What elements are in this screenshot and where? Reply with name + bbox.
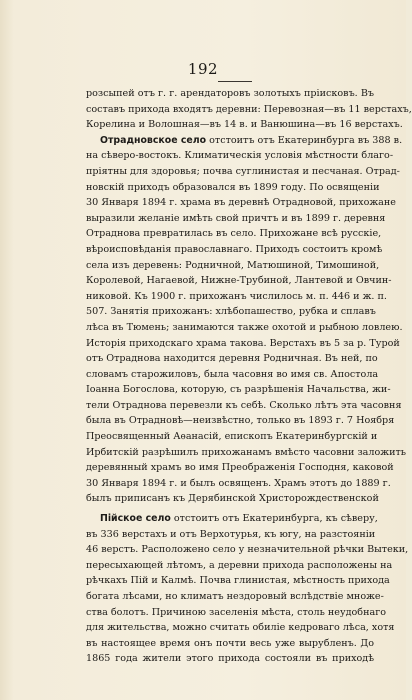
text-line: ства болотъ. Причиною заселенія мѣста, столь неудобнаго [86,606,386,618]
text-line: Іоанна Богослова, которую, съ разрѣшенія Начальства, жи- [86,384,391,396]
text-line: отъ Отраднова находится деревня Родничная. Въ ней, по [86,353,378,365]
text-line: для жительства, можно считать обиліе кедроваго лѣса, хотя [86,622,395,634]
text-line: богата лѣсами, но климатъ нездоровый вслѣдствіе множе- [86,591,384,602]
text-line: деревянный храмъ во имя Преображенія Господня, каковой [86,462,394,474]
text-line: въ 336 верстахъ и отъ Верхотурья, къ югу, на разстояніи [86,528,376,540]
text-line: былъ приписанъ къ Дерябинской Христорождественской [86,493,379,505]
text-line: 30 Января 1894 г. и былъ освященъ. Храмъ этотъ до 1889 г. [86,477,391,489]
text-line: составъ прихода входятъ деревни: Перевозная—въ 11 верстахъ, [86,103,412,115]
section-heading: Отрадновское село [100,134,207,146]
text-line: Ирбитскій разрѣшилъ прихожанамъ вмѣсто часовни заложить [86,446,407,458]
text-line: новскій приходъ образовался въ 1899 году. По освященіи [86,181,380,193]
text-line: Корелина и Волошная—въ 14 в. и Ванюшина—въ 16 верстахъ. [86,119,403,131]
text-line: 507. Занятія прихожанъ: хлѣбопашество, рубка и сплавъ [86,306,376,318]
text-line: Преосвященный Аѳанасій, епископъ Екатеринбургскій и [86,431,378,443]
text-line: Исторія приходскаго храма такова. Верстахъ въ 5 за р. Турой [86,337,400,349]
text-line: тели Отраднова перевезли къ себѣ. Сколько лѣтъ эта часовня [86,399,402,411]
text-line: была въ Отрадновѣ—неизвѣстно, только въ 1893 г. 7 Ноября [86,415,395,427]
paragraph-otradnovskoe [86,133,407,507]
section-heading: Пійское село [100,513,171,525]
page-number: 192 [187,60,219,78]
text-line: рѣчкахъ Пій и Калмѣ. Почва глинистая, мѣстность прихода [86,575,390,587]
text-line: пересыхающей лѣтомъ, а деревни прихода расположены на [86,559,393,571]
text-line: выразили желаніе имѣть свой причтъ и въ 1899 г. деревня [86,212,386,224]
text-line: села изъ деревень: Родничной, Матюшиной, Тимошиной, [86,259,380,271]
heading-line-rest: отстоитъ отъ Екатеринбурга, къ сѣверу, [170,513,378,525]
text-line: въ настоящее время онъ почти весь уже вырубленъ. До [86,637,374,649]
text-line: пріятны для здоровья; почва суглинистая и песчаная. Отрад- [86,165,400,177]
text-line: словамъ старожиловъ, была часовня во имя св. Апостола [86,368,379,380]
paragraph-piyskoe [86,511,409,667]
paragraph-continuation [86,86,412,133]
text-line: 46 верстъ. Расположено село у незначительной рѣчки Вытеки, [86,544,409,556]
text-line: 30 Января 1894 г. храма въ деревнѣ Отрадновой, прихожане [86,197,396,209]
text-line: Королевой, Нагаевой, Нижне-Трубиной, Лантевой и Овчин- [86,275,392,287]
text-line: розсыпей отъ г. г. арендаторовъ золотыхъ пріисковъ. Въ [86,88,374,99]
text-line: 1865 года жители этого прихода состояли въ приходѣ [86,653,374,665]
text-line [86,133,403,149]
text-line: Отраднова превратилась въ село. Прихожане всѣ русскіе, [86,228,382,240]
page-number-rule [218,81,252,82]
text-line: никовой. Къ 1900 г. прихожанъ числилось м. п. 446 и ж. п. [86,290,387,302]
text-line: вѣроисповѣданія православнаго. Приходъ состоитъ кромѣ [86,243,383,255]
text-line [86,511,378,527]
heading-line-rest: отстоитъ отъ Екатеринбурга въ 388 в. [206,134,403,146]
text-line: лѣса въ Тюмень; занимаются также охотой и рыбною ловлею. [86,321,403,333]
body-text [86,86,412,667]
text-line: на сѣверо-востокъ. Климатическія условія мѣстности благо- [86,150,394,162]
